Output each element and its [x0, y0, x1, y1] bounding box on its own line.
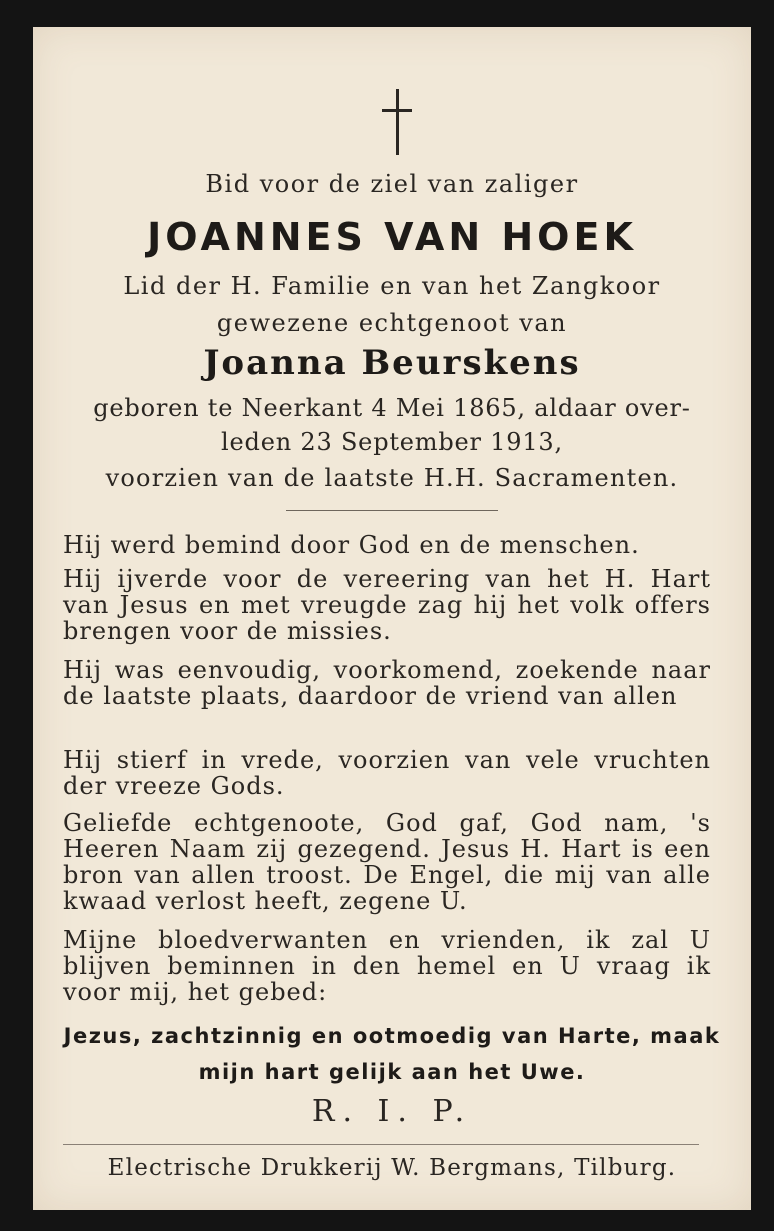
spouse-intro-text: gewezene echtgenoot van [216, 309, 568, 337]
cross-icon [382, 89, 412, 155]
sacraments-line: voorzien van de laatste H.H. Sacramenten. [105, 464, 679, 492]
birth-line: geboren te Neerkant 4 Mei 1865, aldaar over- [93, 394, 691, 422]
paragraph-6: Mijne bloedverwanten en vrienden, ik zal U blijven beminnen in den hemel en U vraag ik voor mij, het gebed: [63, 926, 711, 1006]
paragraph-5: Geliefde echtgenoote, God gaf, God nam, 's Heeren Naam zij gezegend. Jesus H. Hart is een bron van allen troost. De Engel, die mij van alle kwaad verlost heeft, zegene U. [63, 809, 711, 915]
spouse-name: Joanna Beurskens [203, 343, 581, 383]
prayer-line-1: Jezus, zachtzinnig en ootmoedig van Harte, maak [63, 1024, 721, 1048]
paragraph-2: Hij ijverde voor de vereering van het H. Hart van Jesus en met vreugde zag hij het volk offers brengen voor de missies. [63, 565, 711, 645]
death-line: leden 23 September 1913, [221, 428, 563, 456]
deceased-name: JOANNES VAN HOEK [147, 215, 637, 259]
prayer-line-2: mijn hart gelijk aan het Uwe. [198, 1060, 586, 1084]
membership-text: Lid der H. Familie en van het Zangkoor [123, 272, 661, 300]
memorial-card [33, 27, 751, 1210]
rip-text: R. I. P. [311, 1094, 473, 1129]
paragraph-3: Hij was eenvoudig, voorkomend, zoekende naar de laatste plaats, daardoor de vriend van allen [63, 656, 711, 710]
paragraph-4: Hij stierf in vrede, voorzien van vele vruchten der vreeze Gods. [63, 746, 711, 800]
paragraph-1: Hij werd bemind door God en de menschen. [63, 531, 640, 559]
footer-divider [63, 1144, 699, 1145]
printer-credit: Electrische Drukkerij W. Bergmans, Tilburg. [107, 1155, 677, 1181]
divider [286, 510, 498, 511]
intro-text: Bid voor de ziel van zaliger [205, 170, 579, 198]
